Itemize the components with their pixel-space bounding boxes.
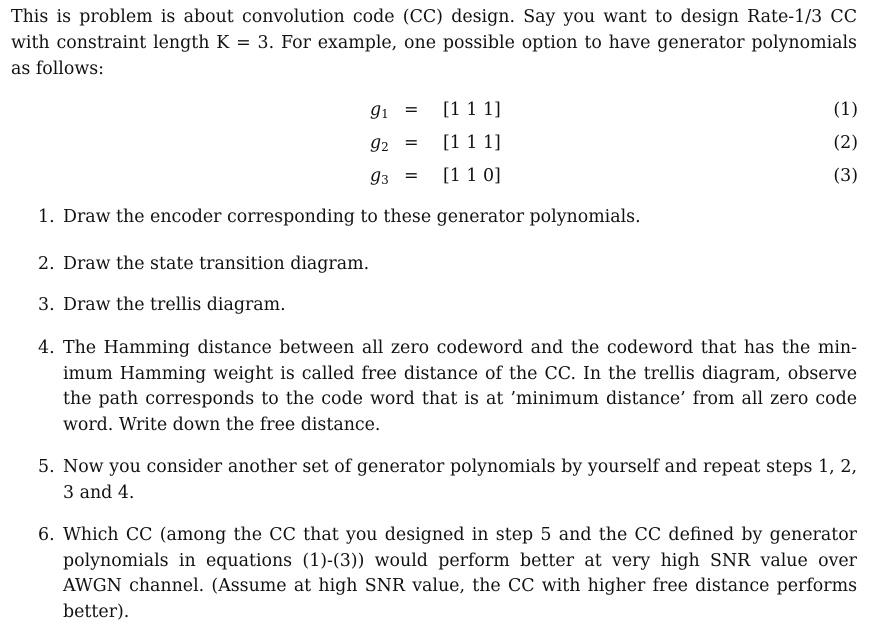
equals-sign: = bbox=[404, 166, 419, 186]
list-item-text: Draw the trellis diagram. bbox=[63, 295, 286, 315]
intro-line-1: This is problem is about convolution code (CC) design. Say you want to design Rate-1/3 CC bbox=[11, 7, 857, 27]
list-item-text: Which CC (among the CC that you designed in step 5 and the CC defined by generator polynomials in equations (1)-(3)) would perform better at very high SNR value over AWGN channel. (Assume at high SNR value, the CC with higher free distance performs better). bbox=[63, 525, 857, 622]
equation-lhs: $g_3$ bbox=[370, 166, 389, 187]
intro-line-2: with constraint length K = 3. For example, one possible option to have generator polynomials bbox=[11, 33, 857, 53]
list-item-number: 2. bbox=[38, 254, 55, 274]
equation-rhs: [1 1 1] bbox=[443, 133, 501, 153]
list-item-number: 5. bbox=[38, 457, 55, 477]
equation-lhs: $g_1$ bbox=[370, 100, 389, 121]
equation-row-2 bbox=[0, 133, 880, 157]
equation-lhs: $g_2$ bbox=[370, 133, 389, 154]
list-item-text: Now you consider another set of generator polynomials by yourself and repeat steps 1, 2, 3 and 4. bbox=[63, 457, 857, 503]
equation-number: (2) bbox=[833, 133, 858, 153]
intro-line-3: as follows: bbox=[11, 59, 104, 79]
equation-rhs: [1 1 0] bbox=[443, 166, 501, 186]
equation-number: (1) bbox=[833, 100, 858, 120]
equation-rhs: [1 1 1] bbox=[443, 100, 501, 120]
list-item-text: Draw the encoder corresponding to these generator polynomials. bbox=[63, 207, 641, 227]
equation-row-3 bbox=[0, 166, 880, 190]
equation-row-1 bbox=[0, 100, 880, 124]
equation-number: (3) bbox=[833, 166, 858, 186]
intro-paragraph bbox=[11, 4, 857, 82]
list-item-text: Draw the state transition diagram. bbox=[63, 254, 370, 274]
equals-sign: = bbox=[404, 133, 419, 153]
list-item-text: The Hamming distance between all zero codeword and the codeword that has the min- imum Hamming weight is called free distance of the CC. In the trellis diagram, observe the path corresponds to the code word that is at ’minimum distance’ from all zero code word. Write down the free distance. bbox=[63, 338, 857, 435]
list-item-number: 6. bbox=[38, 525, 55, 545]
list-item-number: 1. bbox=[38, 207, 55, 227]
list-item-number: 4. bbox=[38, 338, 55, 358]
equals-sign: = bbox=[404, 100, 419, 120]
list-item-number: 3. bbox=[38, 295, 55, 315]
